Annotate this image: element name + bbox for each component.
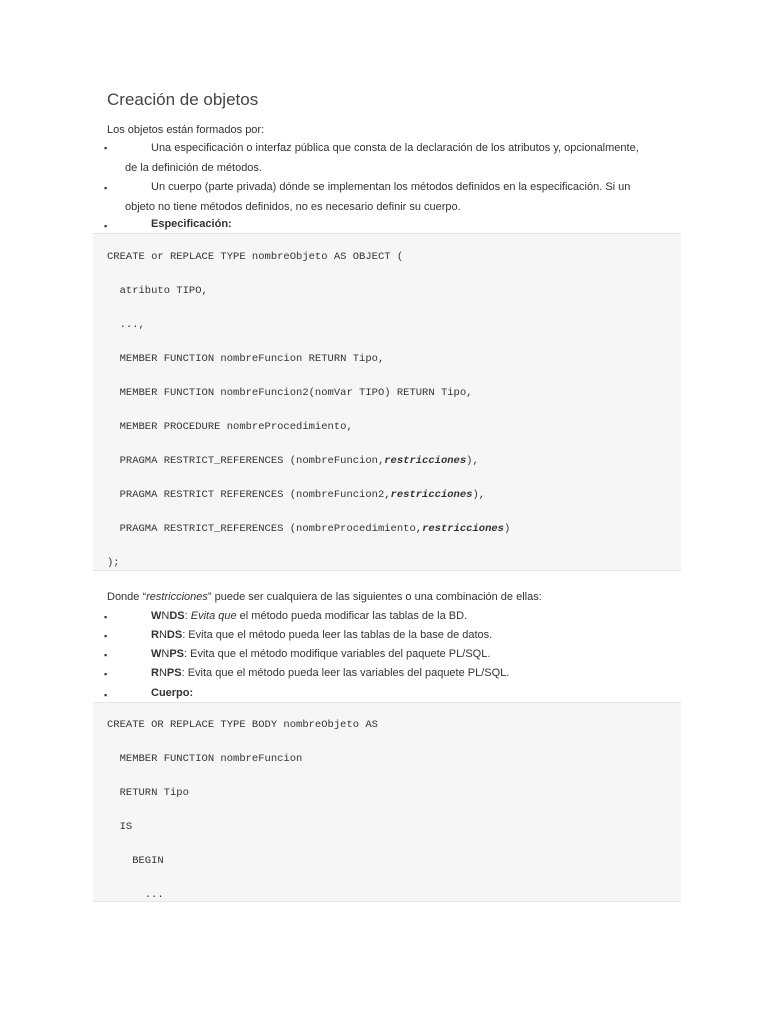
restriction-rnds [151, 628, 492, 642]
code-text: PRAGMA RESTRICT_REFERENCES (nombreFuncion, [107, 455, 385, 467]
restrictions-intro [107, 590, 542, 604]
code-letter: N [158, 667, 167, 679]
bullet-icon: ▪ [104, 650, 108, 660]
restriction-em: Evita que [190, 610, 237, 622]
restriction-sep: : [184, 610, 191, 622]
restriction-desc: : Evita que el método pueda leer las tablas de la base de datos. [182, 629, 493, 641]
code-line: ... [107, 889, 164, 901]
restriction-desc: : Evita que el método modifique variables del paquete PL/SQL. [184, 648, 491, 660]
code-text: ), [466, 455, 479, 467]
code-line: IS [107, 821, 133, 833]
code-line: ..., [107, 319, 145, 331]
page-title: Creación de objetos [107, 90, 259, 109]
bullet-icon: ▪ [104, 669, 108, 679]
bullet-icon: ▪ [104, 612, 108, 622]
body-heading: Cuerpo: [151, 687, 194, 699]
bullet-icon: ▪ [104, 221, 108, 231]
code-text: ), [472, 489, 486, 501]
code-line: CREATE OR REPLACE TYPE BODY nombreObjeto AS [107, 719, 378, 731]
code-text: PRAGMA RESTRICT_REFERENCES (nombreProcedimiento, [107, 523, 423, 535]
code-letter: W [151, 610, 162, 622]
restricciones-param: restricciones [384, 455, 467, 467]
spec-code-block [93, 233, 681, 571]
restrictions-intro-em: restricciones [146, 591, 208, 603]
restricciones-param: restricciones [390, 489, 473, 501]
list-item-spec-line2: de la definición de métodos. [125, 162, 262, 174]
code-letter: N [161, 610, 170, 622]
body-code-block [93, 702, 681, 902]
intro-text: Los objetos están formados por: [107, 124, 265, 136]
code-line: BEGIN [107, 855, 164, 867]
bullet-icon: ▪ [104, 690, 108, 700]
code-line: MEMBER PROCEDURE nombreProcedimiento, [107, 421, 353, 433]
code-line: CREATE or REPLACE TYPE nombreObjeto AS OBJECT ( [107, 251, 404, 263]
restriction-wnps [151, 647, 490, 661]
code-line [107, 489, 485, 501]
bullet-icon: ▪ [104, 143, 108, 153]
code-letter: W [151, 648, 162, 660]
code-letter: PS [169, 648, 185, 660]
list-item-body-line1: Un cuerpo (parte privada) dónde se implementan los métodos definidos en la especificación. Si un [151, 181, 631, 193]
code-line: atributo TIPO, [107, 285, 208, 297]
restriction-rnps [151, 666, 509, 680]
code-line [107, 523, 510, 535]
restriction-desc: : Evita que el método pueda leer las variables del paquete PL/SQL. [181, 667, 510, 679]
list-item-body-line2: objeto no tiene métodos definidos, no es necesario definir su cuerpo. [125, 201, 461, 213]
code-letter: N [161, 648, 170, 660]
code-line: MEMBER FUNCTION nombreFuncion [107, 753, 303, 765]
restrictions-intro-pre: Donde “ [107, 591, 147, 603]
code-line: MEMBER FUNCTION nombreFuncion2(nomVar TIPO) RETURN Tipo, [107, 387, 473, 399]
restriction-wnds [151, 609, 467, 623]
restriction-desc: el método pueda modificar las tablas de la BD. [236, 610, 468, 622]
code-line: ); [107, 557, 120, 569]
code-line: RETURN Tipo [107, 787, 189, 799]
restrictions-intro-post: ” puede ser cualquiera de las siguientes o una combinación de ellas: [207, 591, 542, 603]
spec-heading: Especificación: [151, 218, 232, 230]
code-letter: PS [166, 667, 182, 679]
list-item-spec-line1: Una especificación o interfaz pública que consta de la declaración de los atributos y, opcionalmente, [151, 142, 639, 154]
code-letter: DS [169, 610, 185, 622]
code-letter: R [151, 629, 159, 641]
code-letter: DS [166, 629, 183, 641]
code-text: ) [503, 523, 511, 535]
bullet-icon: ▪ [104, 183, 108, 193]
code-letter: R [151, 667, 159, 679]
code-letter: N [158, 629, 167, 641]
restricciones-param: restricciones [422, 523, 504, 535]
code-line [107, 455, 479, 467]
code-line: MEMBER FUNCTION nombreFuncion RETURN Tipo, [107, 353, 385, 365]
bullet-icon: ▪ [104, 631, 108, 641]
code-text: PRAGMA RESTRICT REFERENCES (nombreFuncion2, [107, 489, 391, 501]
